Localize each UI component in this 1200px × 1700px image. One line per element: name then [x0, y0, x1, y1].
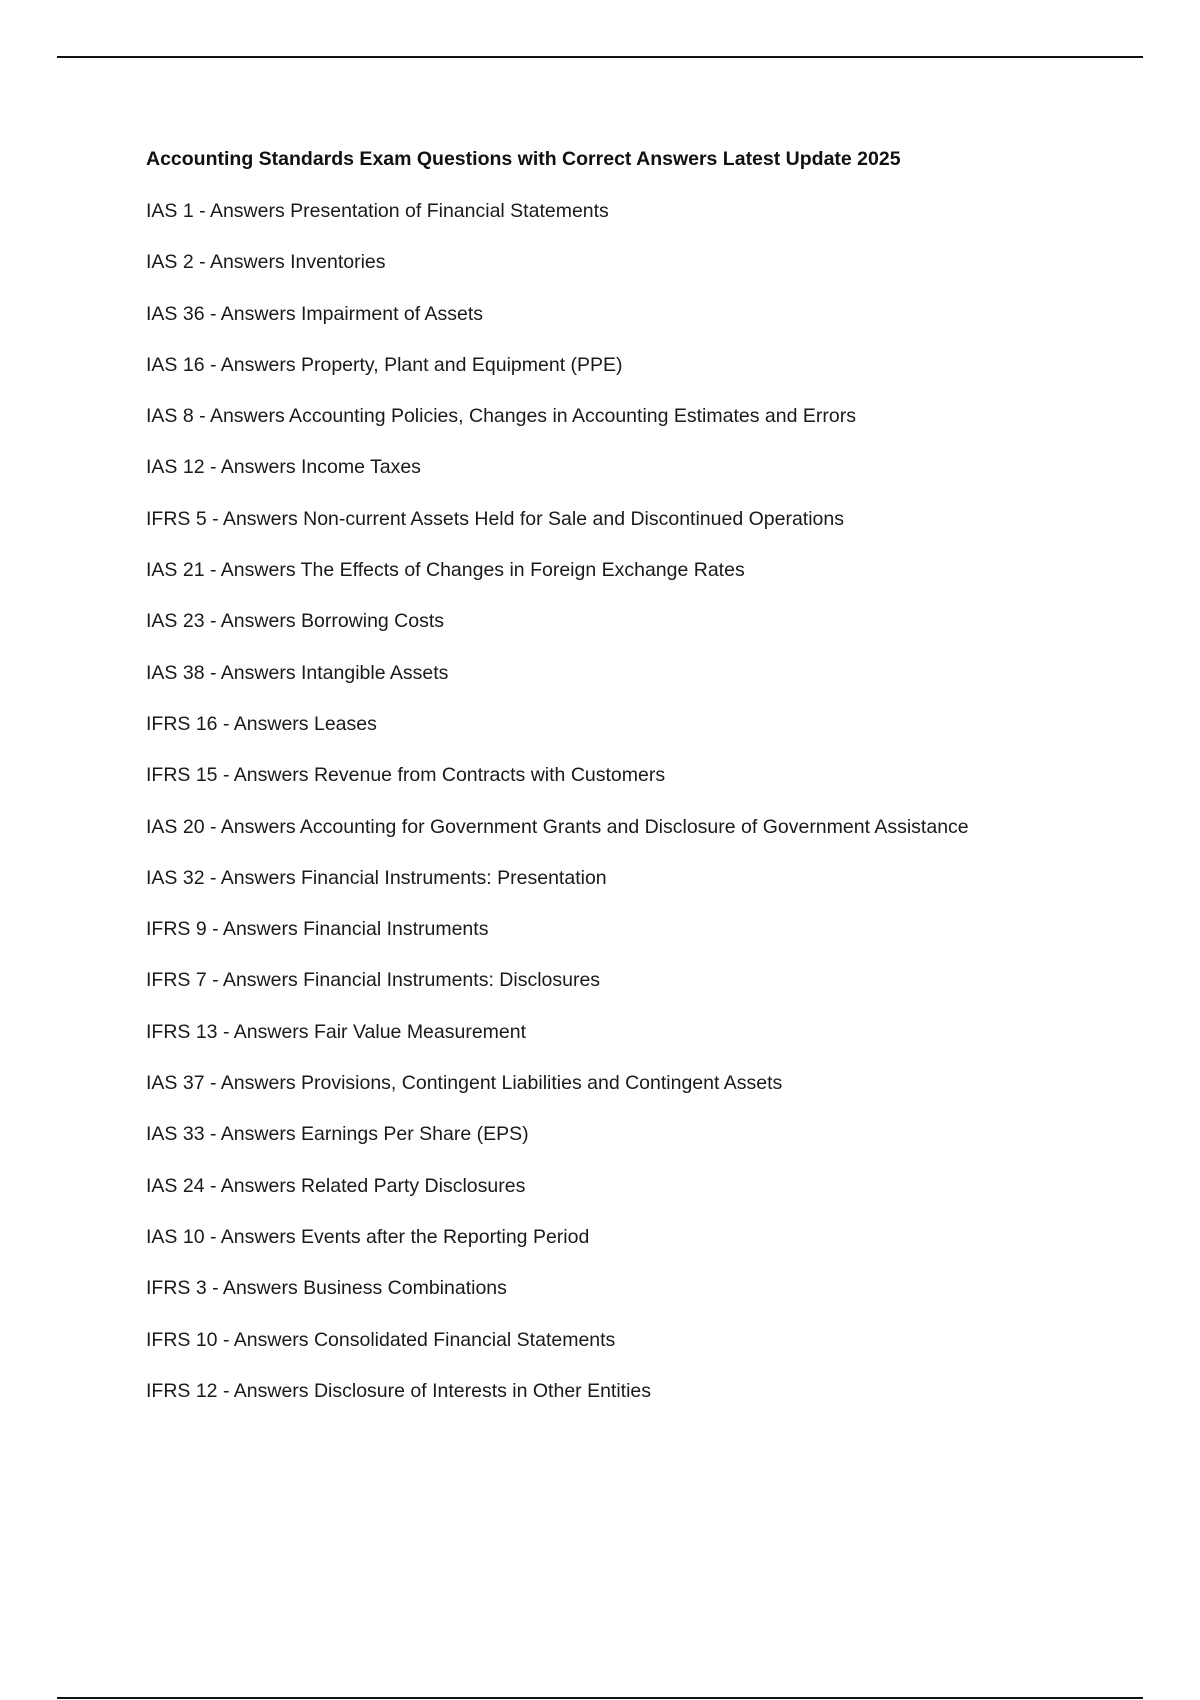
list-item: IAS 21 - Answers The Effects of Changes in Foreign Exchange Rates — [146, 559, 745, 582]
footer-rule — [57, 1697, 1143, 1699]
list-item: IFRS 12 - Answers Disclosure of Interests in Other Entities — [146, 1379, 652, 1402]
list-item: IFRS 7 - Answers Financial Instruments: Disclosures — [146, 969, 601, 992]
list-item: IFRS 9 - Answers Financial Instruments — [146, 918, 489, 941]
list-item: IAS 36 - Answers Impairment of Assets — [146, 302, 484, 325]
document-title: Accounting Standards Exam Questions with Correct Answers Latest Update 2025 — [146, 148, 901, 170]
list-item: IFRS 15 - Answers Revenue from Contracts with Customers — [146, 764, 666, 787]
list-item: IFRS 13 - Answers Fair Value Measurement — [146, 1020, 527, 1043]
list-item: IFRS 10 - Answers Consolidated Financial Statements — [146, 1328, 616, 1351]
list-item: IFRS 3 - Answers Business Combinations — [146, 1277, 507, 1300]
list-item: IAS 8 - Answers Accounting Policies, Changes in Accounting Estimates and Errors — [146, 405, 856, 428]
list-item: IAS 16 - Answers Property, Plant and Equipment (PPE) — [146, 353, 623, 376]
list-item: IAS 10 - Answers Events after the Reporting Period — [146, 1225, 590, 1248]
list-item: IFRS 16 - Answers Leases — [146, 712, 377, 735]
list-item: IAS 24 - Answers Related Party Disclosures — [146, 1174, 526, 1197]
list-item: IAS 37 - Answers Provisions, Contingent Liabilities and Contingent Assets — [146, 1072, 783, 1095]
list-item: IAS 33 - Answers Earnings Per Share (EPS) — [146, 1123, 529, 1146]
document-body — [146, 146, 1096, 1429]
list-item: IAS 1 - Answers Presentation of Financial Statements — [146, 200, 609, 222]
list-item: IAS 2 - Answers Inventories — [146, 251, 386, 274]
list-item: IAS 12 - Answers Income Taxes — [146, 456, 421, 479]
list-item: IAS 23 - Answers Borrowing Costs — [146, 610, 445, 633]
standards-list — [146, 198, 1096, 1404]
header-rule — [57, 56, 1143, 58]
list-item: IFRS 5 - Answers Non-current Assets Held for Sale and Discontinued Operations — [146, 507, 844, 530]
list-item: IAS 20 - Answers Accounting for Government Grants and Disclosure of Government Assistance — [146, 815, 969, 838]
list-item: IAS 32 - Answers Financial Instruments: Presentation — [146, 866, 607, 889]
list-item: IAS 38 - Answers Intangible Assets — [146, 661, 449, 684]
